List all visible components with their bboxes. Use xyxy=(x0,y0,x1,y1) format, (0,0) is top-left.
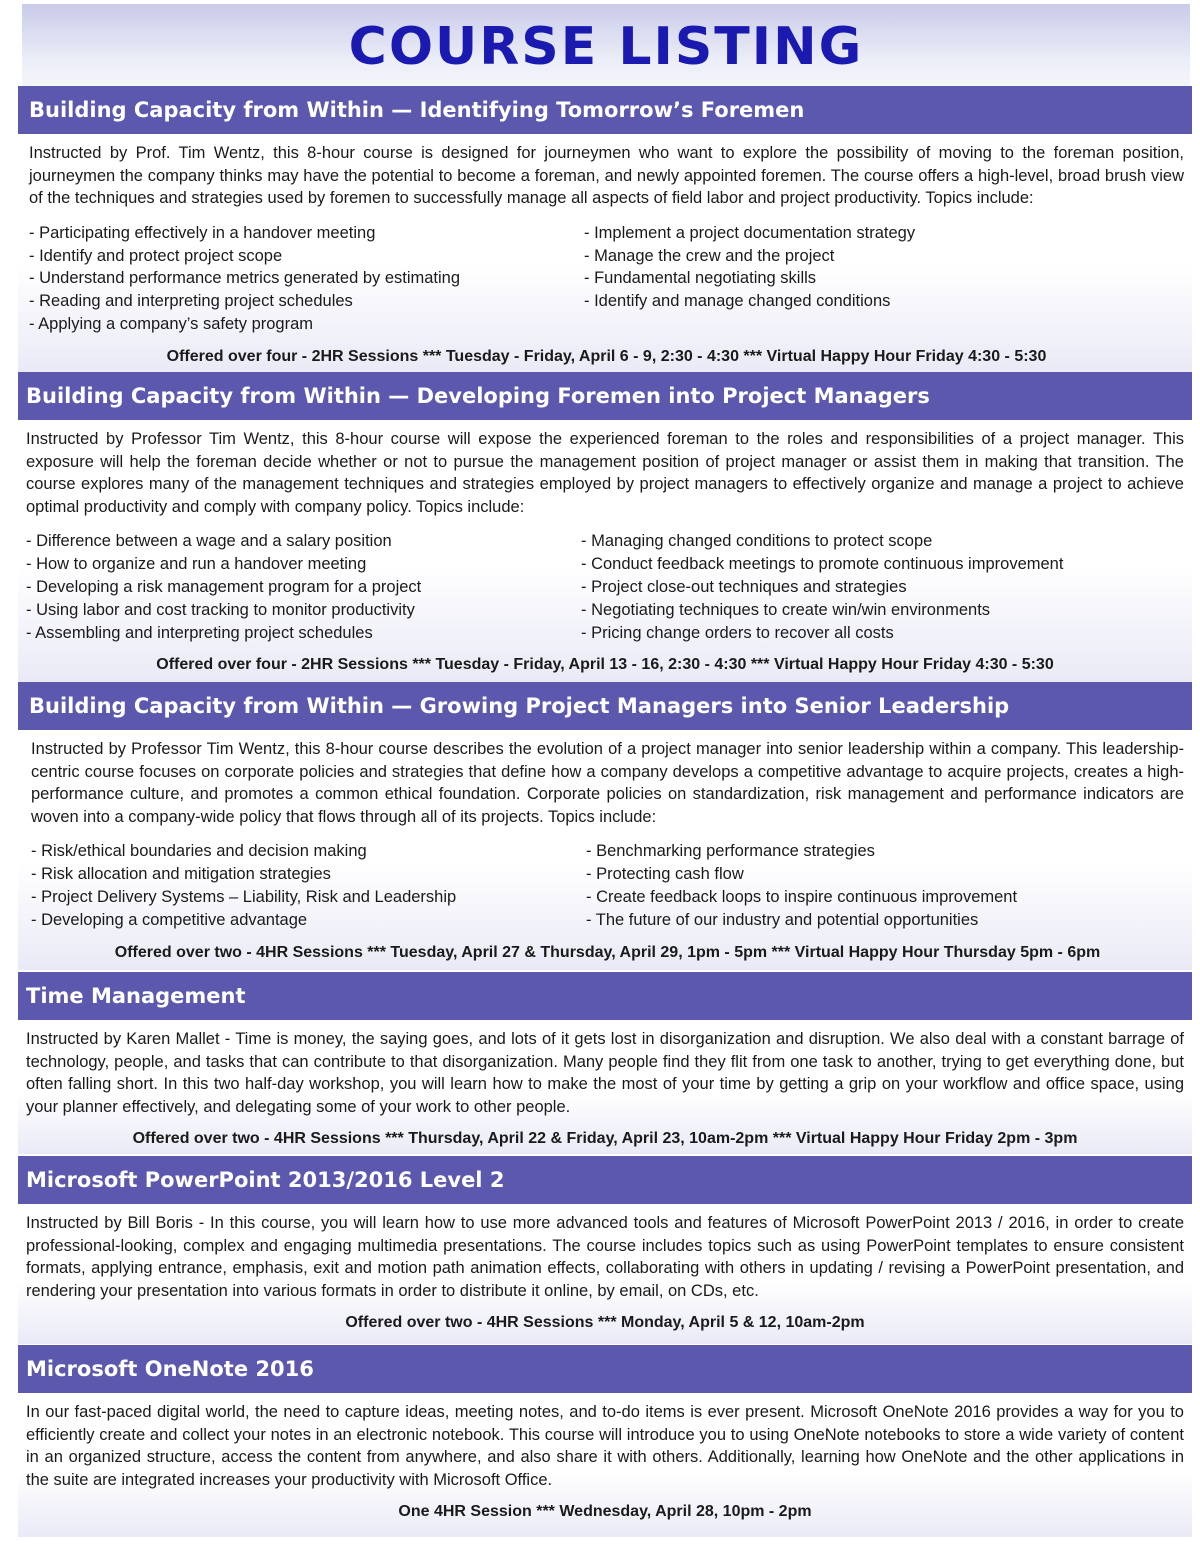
course-body xyxy=(18,134,1192,372)
topic-item: - Protecting cash flow xyxy=(586,865,744,884)
topic-item: - Project Delivery Systems – Liability, Risk and Leadership xyxy=(31,887,457,906)
course-description: Instructed by Professor Tim Wentz, this 8-hour course will expose the experienced foreman to the roles and responsibilities of a project manager. This exposure will help the foreman decide whether or not to pursue the management position of project manager or assist them in making that transition. The course explores many of the management techniques and strategies employed by project managers to effectively organize and manage a project to achieve optimal productivity and comply with company policy. Topics include: xyxy=(26,430,1184,516)
topic-column-right xyxy=(586,840,1141,931)
course-body xyxy=(18,730,1192,970)
topic-item: - Assembling and interpreting project schedules xyxy=(26,623,373,642)
topic-item: - Pricing change orders to recover all costs xyxy=(581,623,894,642)
course-description: Instructed by Professor Tim Wentz, this 8-hour course describes the evolution of a project manager into senior leadership within a company. This leadership-centric course focuses on corporate policies and strategies that define how a company develops a competitive advantage to acquire projects, creates a high-performance culture, and promotes a common ethical foundation. Corporate policies on standardization, risk management and performance indicators are woven into a company-wide policy that flows through all of its projects. Topics include: xyxy=(31,740,1184,826)
topic-item: - Developing a risk management program for a project xyxy=(26,577,422,596)
topic-item: - Create feedback loops to inspire continuous improvement xyxy=(586,887,1018,906)
course-section xyxy=(18,86,1192,372)
course-title: Building Capacity from Within — Developing Foremen into Project Managers xyxy=(18,372,1192,420)
course-schedule: One 4HR Session *** Wednesday, April 28, 10pm - 2pm xyxy=(398,1503,812,1521)
course-title: Microsoft PowerPoint 2013/2016 Level 2 xyxy=(18,1156,1192,1204)
topic-item: - The future of our industry and potential opportunities xyxy=(586,910,979,929)
course-title: Building Capacity from Within — Identifying Tomorrow’s Foremen xyxy=(18,86,1192,134)
course-section xyxy=(18,682,1192,970)
topic-item: - Applying a company’s safety program xyxy=(29,314,314,333)
topic-item: - Risk allocation and mitigation strategies xyxy=(31,865,331,884)
topic-column-left xyxy=(31,840,586,931)
topic-list xyxy=(31,840,1184,931)
topic-item: - Project close-out techniques and strategies xyxy=(581,577,907,596)
course-description: Instructed by Karen Mallet - Time is money, the saying goes, and lots of it gets lost in disorganization and disruption. We also deal with a constant barrage of technology, people, and tasks that can contribute to that disorganization. Many people find they flit from one task to another, trying to get everything done, but often falling short. In this two half-day workshop, you will learn how to make the most of your time by getting a grip on your workflow and office space, using your planner effectively, and delegating some of your work to other people. xyxy=(26,1030,1184,1116)
page-title: COURSE LISTING xyxy=(348,17,864,77)
topic-item: - Managing changed conditions to protect scope xyxy=(581,532,933,551)
course-title: Building Capacity from Within — Growing Project Managers into Senior Leadership xyxy=(18,682,1192,730)
topic-item: - Developing a competitive advantage xyxy=(31,910,308,929)
course-section xyxy=(18,972,1192,1154)
course-description: In our fast-paced digital world, the need to capture ideas, meeting notes, and to-do items is ever present. Microsoft OneNote 2016 provides a way for you to efficiently create and collect your notes in an electronic notebook. This course will introduce you to using OneNote notebooks to store a wide variety of content in an organized structure, access the content from anywhere, and also share it with others. Additionally, learning how OneNote and the other applications in the suite are integrated increases your productivity with Microsoft Office. xyxy=(26,1403,1184,1489)
topic-column-left xyxy=(26,530,581,644)
topic-item: - Difference between a wage and a salary position xyxy=(26,532,392,551)
course-body xyxy=(18,420,1192,682)
topic-item: - Identify and manage changed conditions xyxy=(584,292,891,311)
topic-column-right xyxy=(584,222,1139,336)
topic-list xyxy=(26,530,1184,644)
topic-item: - Identify and protect project scope xyxy=(29,246,283,265)
topic-item: - Benchmarking performance strategies xyxy=(586,842,875,861)
topic-list xyxy=(29,222,1184,336)
course-schedule: Offered over four - 2HR Sessions *** Tuesday - Friday, April 13 - 16, 2:30 - 4:30 *** Virtual Happy Hour Friday 4:30 - 5:30 xyxy=(156,656,1054,674)
topic-column-right xyxy=(581,530,1136,644)
course-description: Instructed by Prof. Tim Wentz, this 8-hour course is designed for journeymen who want to explore the possibility of moving to the foreman position, journeymen the company thinks may have the potential to become a foreman, and newly appointed foremen. The course offers a high-level, broad brush view of the techniques and strategies used by foremen to successfully manage all aspects of field labor and project productivity. Topics include: xyxy=(29,144,1184,208)
topic-item: - Conduct feedback meetings to promote continuous improvement xyxy=(581,555,1064,574)
topic-item: - Using labor and cost tracking to monitor productivity xyxy=(26,600,415,619)
course-section xyxy=(18,372,1192,682)
course-body xyxy=(18,1393,1192,1537)
topic-column-left xyxy=(29,222,584,336)
course-title: Time Management xyxy=(18,972,1192,1020)
course-schedule: Offered over two - 4HR Sessions *** Tuesday, April 27 & Thursday, April 29, 1pm - 5pm *** Virtual Happy Hour Thursday 5pm - 6pm xyxy=(114,943,1101,961)
course-schedule: Offered over two - 4HR Sessions *** Thursday, April 22 & Friday, April 23, 10am-2pm *** Virtual Happy Hour Friday 2pm - 3pm xyxy=(132,1130,1078,1148)
topic-item: - How to organize and run a handover meeting xyxy=(26,555,367,574)
course-schedule: Offered over four - 2HR Sessions *** Tuesday - Friday, April 6 - 9, 2:30 - 4:30 *** Virtual Happy Hour Friday 4:30 - 5:30 xyxy=(166,347,1047,365)
page-header xyxy=(22,4,1190,86)
course-description: Instructed by Bill Boris - In this course, you will learn how to use more advanced tools and features of Microsoft PowerPoint 2013 / 2016, in order to create professional-looking, complex and engaging multimedia presentations. The course includes topics such as using PowerPoint templates to ensure consistent formats, applying entrance, emphasis, exit and motion path animation effects, collaborating with others in updating / revising a PowerPoint presentation, and rendering your presentation into various formats in order to distribute it online, by email, on CDs, etc. xyxy=(26,1214,1184,1300)
course-body xyxy=(18,1204,1192,1344)
topic-item: - Participating effectively in a handover meeting xyxy=(29,223,376,242)
topic-item: - Risk/ethical boundaries and decision making xyxy=(31,842,367,861)
course-section xyxy=(18,1345,1192,1537)
course-body xyxy=(18,1020,1192,1154)
course-title: Microsoft OneNote 2016 xyxy=(18,1345,1192,1393)
course-section xyxy=(18,1156,1192,1344)
topic-item: - Implement a project documentation strategy xyxy=(584,223,916,242)
topic-item: - Manage the crew and the project xyxy=(584,246,835,265)
topic-item: - Negotiating techniques to create win/win environments xyxy=(581,600,991,619)
topic-item: - Understand performance metrics generated by estimating xyxy=(29,269,461,288)
course-schedule: Offered over two - 4HR Sessions *** Monday, April 5 & 12, 10am-2pm xyxy=(345,1314,865,1332)
topic-item: - Reading and interpreting project schedules xyxy=(29,292,353,311)
topic-item: - Fundamental negotiating skills xyxy=(584,269,817,288)
